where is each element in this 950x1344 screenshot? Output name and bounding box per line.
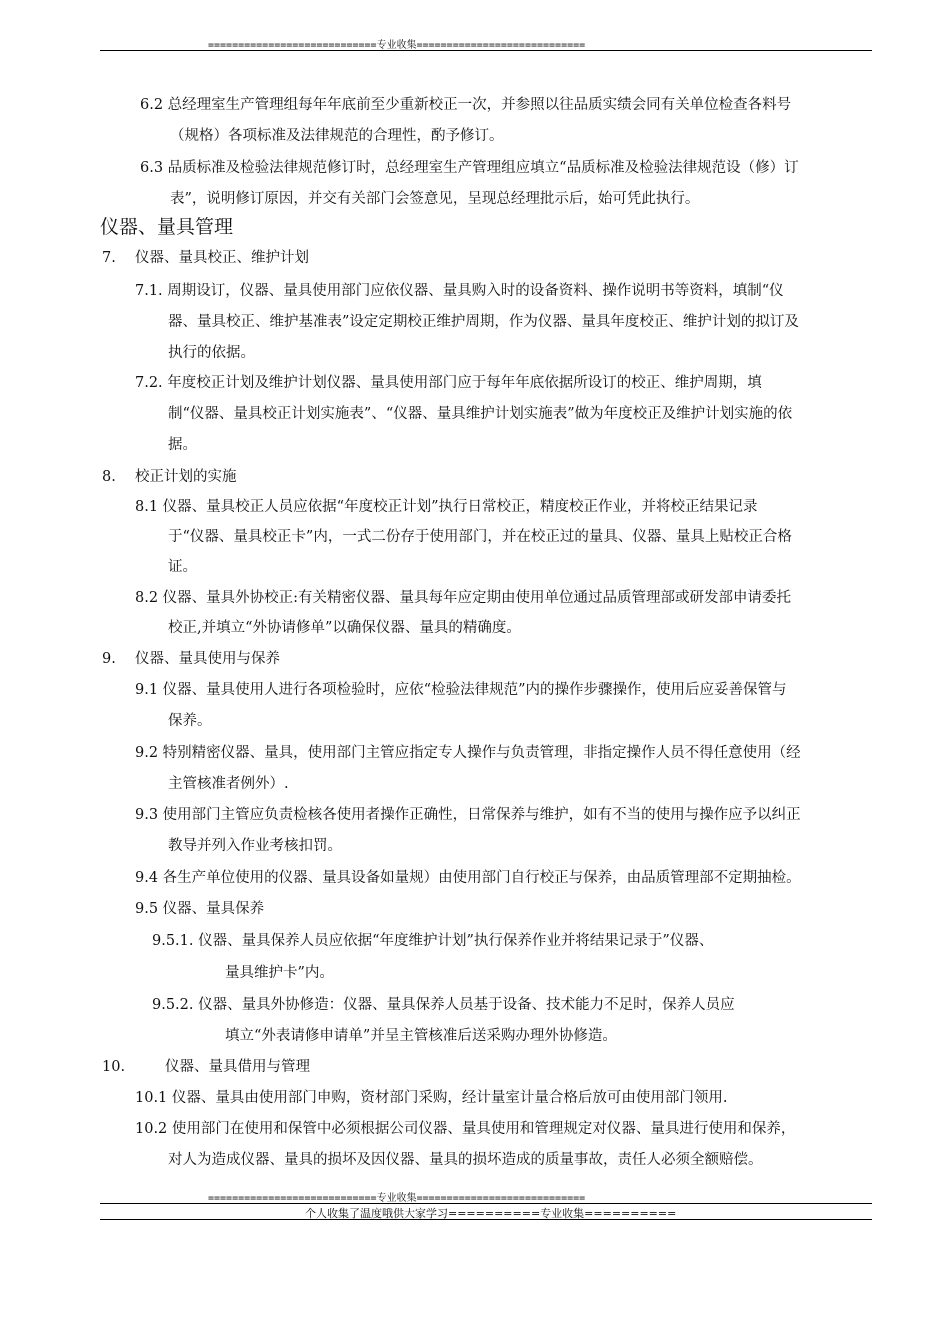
heading-8-num: 8. xyxy=(102,469,116,485)
paragraph-6-3-line1: 6.3 品质标准及检验法律规范修订时，总经理室生产管理组应填立“品质标准及检验法律规范设（修）订 xyxy=(140,160,799,176)
item-7-2-line2: 制“仪器、量具校正计划实施表”、“仪器、量具维护计划实施表”做为年度校正及维护计划实施的依 xyxy=(168,406,793,422)
item-9-5-2-line2: 填立“外表请修申请单”并呈主管核准后送采购办理外协修造。 xyxy=(225,1028,617,1044)
heading-7-num: 7. xyxy=(102,250,116,266)
heading-9-num: 9. xyxy=(102,651,116,667)
item-9-5-2-line1: 9.5.2. 仪器、量具外协修造：仪器、量具保养人员基于设备、技术能力不足时，保养人员应 xyxy=(152,997,735,1013)
item-9-1-line2: 保养。 xyxy=(168,713,212,729)
item-8-2-line1: 8.2 仪器、量具外协校正:有关精密仪器、量具每年应定期由使用单位通过品质管理部或研发部申请委托 xyxy=(135,590,792,606)
header-rule xyxy=(100,50,872,51)
footer-text-line2: 个人收集了温度哦供大家学习==========专业收集========== xyxy=(305,1207,677,1220)
item-7-2-line3: 据。 xyxy=(168,437,197,453)
header-text: ============================专业收集============================ xyxy=(208,40,586,51)
footer-rule-top xyxy=(100,1203,872,1204)
item-7-1-line1: 7.1. 周期设订，仪器、量具使用部门应依仪器、量具购入时的设备资料、操作说明书等资料，填制“仪 xyxy=(135,283,784,299)
item-9-3-line1: 9.3 使用部门主管应负责检核各使用者操作正确性，日常保养与维护，如有不当的使用与操作应予以纠正 xyxy=(135,807,801,823)
item-10-2-line1: 10.2 使用部门在使用和保管中必须根据公司仪器、量具使用和管理规定对仪器、量具进行使用和保养， xyxy=(135,1121,796,1137)
item-9-5-1-line1: 9.5.1. 仪器、量具保养人员应依据“年度维护计划”执行保养作业并将结果记录于”仪器、 xyxy=(152,933,714,949)
item-9-5: 9.5 仪器、量具保养 xyxy=(135,901,265,917)
item-9-1-line1: 9.1 仪器、量具使用人进行各项检验时，应依“检验法律规范”内的操作步骤操作，使用后应妥善保管与 xyxy=(135,682,787,698)
footer-rule-bottom xyxy=(100,1219,872,1220)
item-8-1-line1: 8.1 仪器、量具校正人员应依据“年度校正计划”执行日常校正，精度校正作业，并将校正结果记录 xyxy=(135,499,758,515)
item-9-4: 9.4 各生产单位使用的仪器、量具设备如量规）由使用部门自行校正与保养，由品质管理部不定期抽检。 xyxy=(135,870,801,886)
item-7-1-line3: 执行的依据。 xyxy=(168,345,255,361)
paragraph-6-2-line2: （规格）各项标准及法律规范的合理性，酌予修订。 xyxy=(170,128,504,144)
heading-9-title: 仪器、量具使用与保养 xyxy=(135,651,280,667)
item-9-2-line1: 9.2 特别精密仪器、量具，使用部门主管应指定专人操作与负责管理，非指定操作人员不得任意使用（经 xyxy=(135,745,801,761)
paragraph-6-2-line1: 6.2 总经理室生产管理组每年年底前至少重新校正一次，并参照以往品质实绩会同有关单位检查各料号 xyxy=(140,97,792,113)
paragraph-6-3-line2: 表”，说明修订原因，并交有关部门会签意见，呈现总经理批示后，始可凭此执行。 xyxy=(170,191,700,207)
item-10-2-line2: 对人为造成仪器、量具的损坏及因仪器、量具的损坏造成的质量事故，责任人必须全额赔偿。 xyxy=(168,1152,763,1168)
section-title: 仪器、量具管理 xyxy=(100,216,234,238)
item-8-1-line2: 于“仪器、量具校正卡”内，一式二份存于使用部门，并在校正过的量具、仪器、量具上贴校正合格 xyxy=(168,529,792,545)
footer-text-line1: ============================专业收集============================ xyxy=(208,1193,586,1204)
item-7-2-line1: 7.2. 年度校正计划及维护计划仪器、量具使用部门应于每年年底依据所设订的校正、维护周期，填 xyxy=(135,375,762,391)
item-8-1-line3: 证。 xyxy=(168,559,197,575)
heading-10-title: 仪器、量具借用与管理 xyxy=(165,1059,310,1075)
item-9-3-line2: 教导并列入作业考核扣罚。 xyxy=(168,838,342,854)
heading-8-title: 校正计划的实施 xyxy=(135,469,237,485)
heading-10-num: 10. xyxy=(102,1059,126,1075)
heading-7-title: 仪器、量具校正、维护计划 xyxy=(135,250,309,266)
item-8-2-line2: 校正,并填立“外协请修单”以确保仪器、量具的精确度。 xyxy=(168,620,521,636)
item-7-1-line2: 器、量具校正、维护基准表”设定定期校正维护周期，作为仪器、量具年度校正、维护计划的拟订及 xyxy=(168,314,799,330)
item-10-1: 10.1 仪器、量具由使用部门申购，资材部门采购，经计量室计量合格后放可由使用部门领用. xyxy=(135,1090,728,1106)
item-9-2-line2: 主管核准者例外）. xyxy=(168,776,289,792)
item-9-5-1-line2: 量具维护卡”内。 xyxy=(225,965,334,981)
